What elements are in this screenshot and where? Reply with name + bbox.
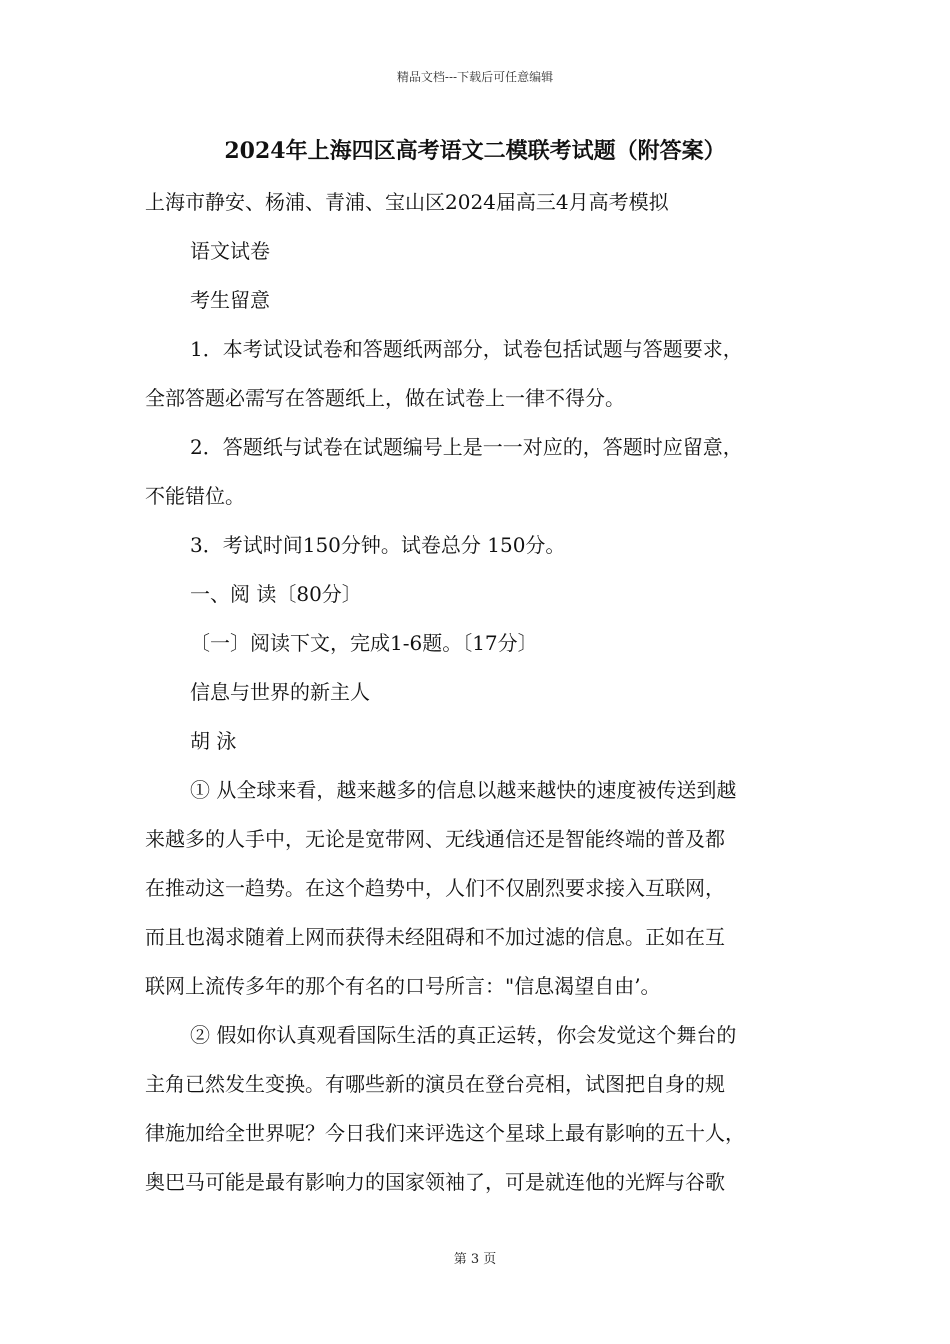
- text-line: 在推动这一趋势。在这个趋势中，人们不仅剧烈要求接入互联网，: [145, 876, 725, 900]
- text-line: 2．答题纸与试卷在试题编号上是一一对应的，答题时应留意，: [190, 435, 743, 459]
- text-line: 而且也渴求随着上网而获得未经阻碍和不加过滤的信息。正如在互: [145, 925, 725, 949]
- text-line: 考生留意: [190, 288, 270, 312]
- text-line: 胡 泳: [190, 729, 237, 753]
- text-line: 联网上流传多年的那个有名的口号所言："信息渴望自由’。: [145, 974, 661, 998]
- page-header: 精品文档---下载后可任意编辑: [396, 70, 554, 84]
- text-line: 律施加给全世界呢？今日我们来评选这个星球上最有影响的五十人，: [145, 1121, 745, 1145]
- text-line: 主角已然发生变换。有哪些新的演员在登台亮相，试图把自身的规: [145, 1072, 725, 1096]
- text-line: 上海市静安、杨浦、青浦、宝山区2024届高三4月高考模拟: [145, 190, 669, 214]
- document-title: 2024年上海四区高考语文二模联考试题（附答案）: [224, 138, 726, 164]
- text-line: ① 从全球来看，越来越多的信息以越来越快的速度被传送到越: [190, 778, 737, 802]
- text-line: 一、阅 读〔80分〕: [190, 582, 362, 606]
- text-line: 来越多的人手中，无论是宽带网、无线通信还是智能终端的普及都: [145, 827, 725, 851]
- text-line: 全部答题必需写在答题纸上，做在试卷上一律不得分。: [145, 386, 625, 410]
- text-line: 语文试卷: [190, 239, 270, 263]
- text-line: 〔一〕阅读下文，完成1-6题。〔17分〕: [190, 631, 538, 655]
- text-line: 奥巴马可能是最有影响力的国家领袖了，可是就连他的光辉与谷歌: [145, 1170, 725, 1194]
- text-line: 3．考试时间150分钟。试卷总分 150分。: [190, 533, 566, 557]
- text-line: ② 假如你认真观看国际生活的真正运转，你会发觉这个舞台的: [190, 1023, 737, 1047]
- document-body: [145, 178, 810, 1207]
- text-line: 不能错位。: [145, 484, 245, 508]
- text-line: 信息与世界的新主人: [190, 680, 370, 704]
- text-line: 1．本考试设试卷和答题纸两部分，试卷包括试题与答题要求，: [190, 337, 743, 361]
- page-footer: 第 3 页: [453, 1252, 497, 1267]
